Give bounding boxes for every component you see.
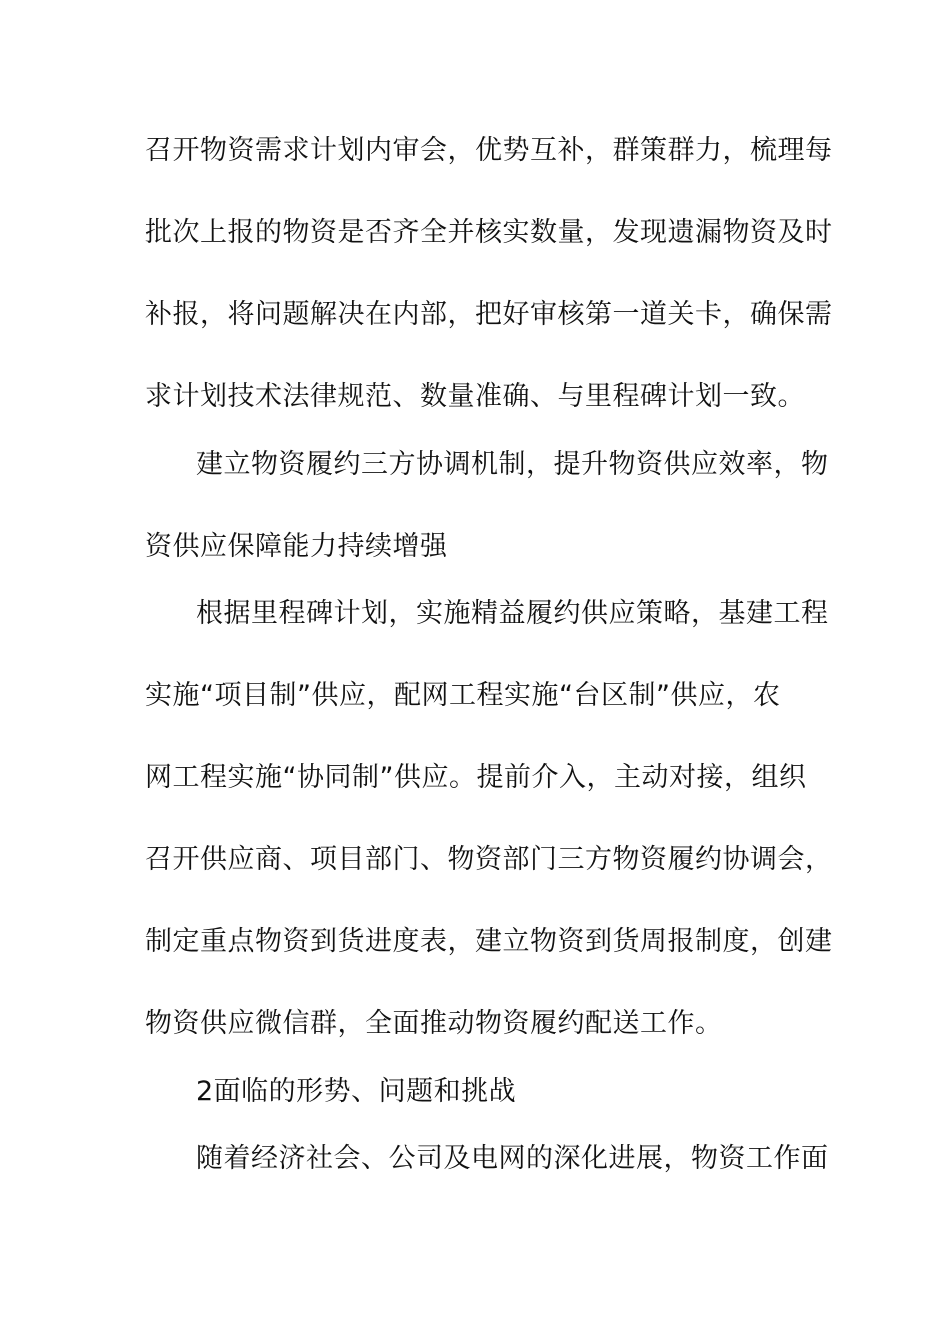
paragraph-line: 批次上报的物资是否齐全并核实数量，发现遗漏物资及时 — [145, 217, 833, 248]
paragraph-line: 召开供应商、项目部门、物资部门三方物资履约协调会， — [145, 844, 833, 875]
paragraph-line: 求计划技术法律规范、数量准确、与里程碑计划一致。 — [145, 381, 805, 412]
section-heading: 2面临的形势、问题和挑战 — [196, 1076, 517, 1107]
paragraph-line: 召开物资需求计划内审会，优势互补，群策群力，梳理每 — [145, 135, 833, 166]
section-heading-line: 资供应保障能力持续增强 — [145, 531, 448, 562]
paragraph-line: 随着经济社会、公司及电网的深化进展，物资工作面 — [196, 1143, 829, 1174]
paragraph-line: 制定重点物资到货进度表，建立物资到货周报制度，创建 — [145, 926, 833, 957]
paragraph-line: 补报，将问题解决在内部，把好审核第一道关卡，确保需 — [145, 299, 833, 330]
paragraph-line: 物资供应微信群，全面推动物资履约配送工作。 — [145, 1008, 723, 1039]
paragraph-line: 根据里程碑计划，实施精益履约供应策略，基建工程 — [196, 598, 829, 629]
paragraph-line: 网工程实施“协同制”供应。提前介入，主动对接，组织 — [145, 762, 807, 793]
paragraph-line: 实施“项目制”供应，配网工程实施“台区制”供应，农 — [145, 680, 781, 711]
section-heading-line: 建立物资履约三方协调机制，提升物资供应效率，物 — [196, 449, 829, 480]
